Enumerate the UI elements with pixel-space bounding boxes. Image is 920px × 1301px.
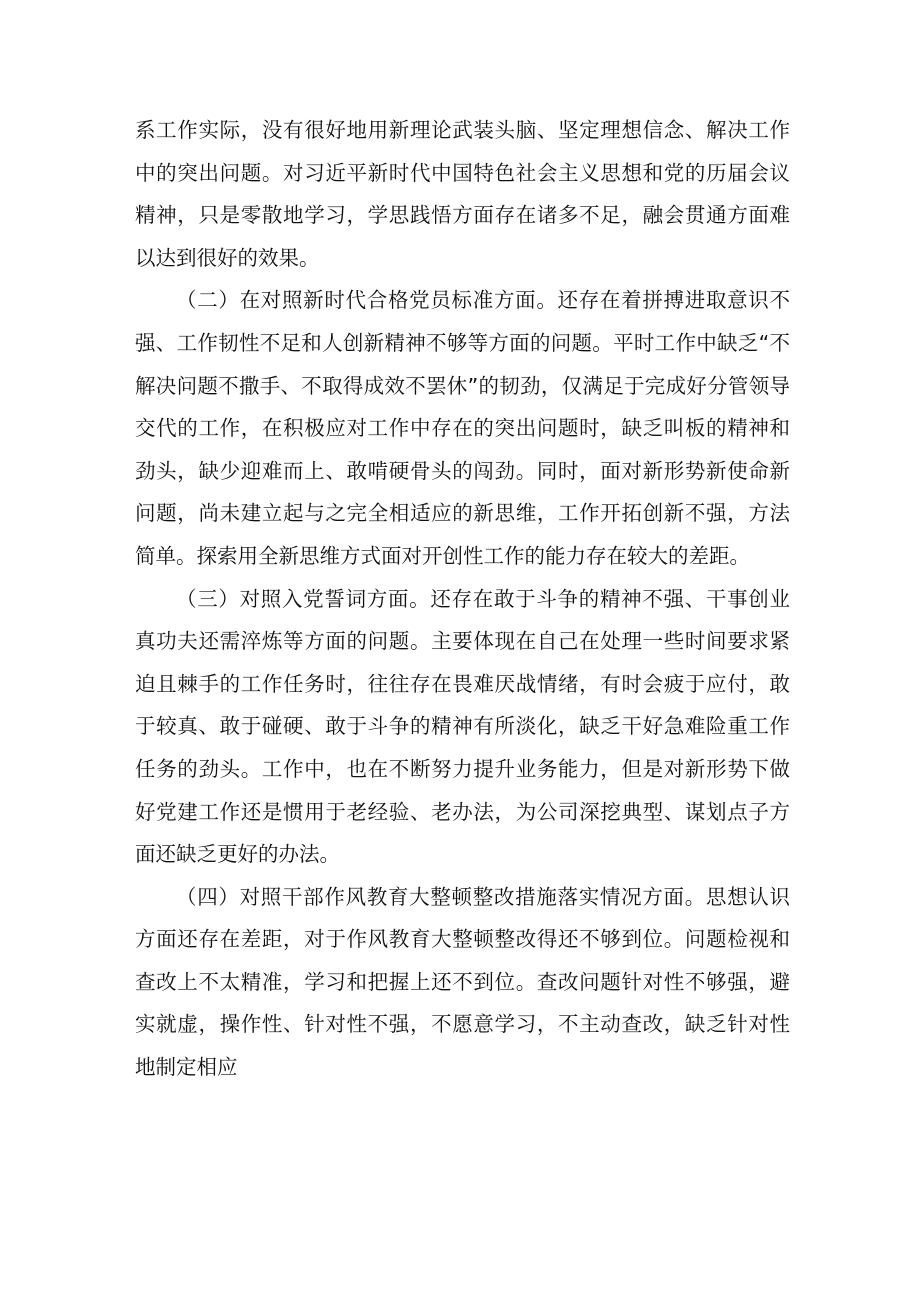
paragraph-section-two: （二）在对照新时代合格党员标准方面。还存在着拼搏进取意识不强、工作韧性不足和人创新精神不够等方面的问题。平时工作中缺乏“不解决问题不撒手、不取得成效不罢休”的韧劲，仅满足于完成好分管领导交代的工作，在积极应对工作中存在的突出问题时，缺乏叫板的精神和劲头，缺少迎难而上、敢啃硬骨头的闯劲。同时，面对新形势新使命新问题，尚未建立起与之完全相适应的新思维，工作开拓创新不强，方法简单。探索用全新思维方式面对开创性工作的能力存在较大的差距。 [135,288,790,568]
paragraph-section-three: （三）对照入党誓词方面。还存在敢于斗争的精神不强、干事创业真功夫还需淬炼等方面的问题。主要体现在自己在处理一些时间要求紧迫且棘手的工作任务时，往往存在畏难厌战情绪，有时会疲于应付，敢于较真、敢于碰硬、敢于斗争的精神有所淡化，缺乏干好急难险重工作任务的劲头。工作中，也在不断努力提升业务能力，但是对新形势下做好党建工作还是惯用于老经验、老办法，为公司深挖典型、谋划点子方面还缺乏更好的办法。 [135,586,790,867]
paragraph-continuation: 系工作实际，没有很好地用新理论武装头脑、坚定理想信念、解决工作中的突出问题。对习近平新时代中国特色社会主义思想和党的历届会议精神，只是零散地学习，学思践悟方面存在诸多不足，融会贯通方面难以达到很好的效果。 [135,118,790,270]
document-body [135,109,790,1089]
paragraph-section-four: （四）对照干部作风教育大整顿整改措施落实情况方面。思想认识方面还存在差距，对于作风教育大整顿整改得还不够到位。问题检视和查改上不太精准，学习和把握上还不到位。查改问题针对性不够强，避实就虚，操作性、针对性不强，不愿意学习，不主动查改，缺乏针对性地制定相应 [135,884,790,1080]
